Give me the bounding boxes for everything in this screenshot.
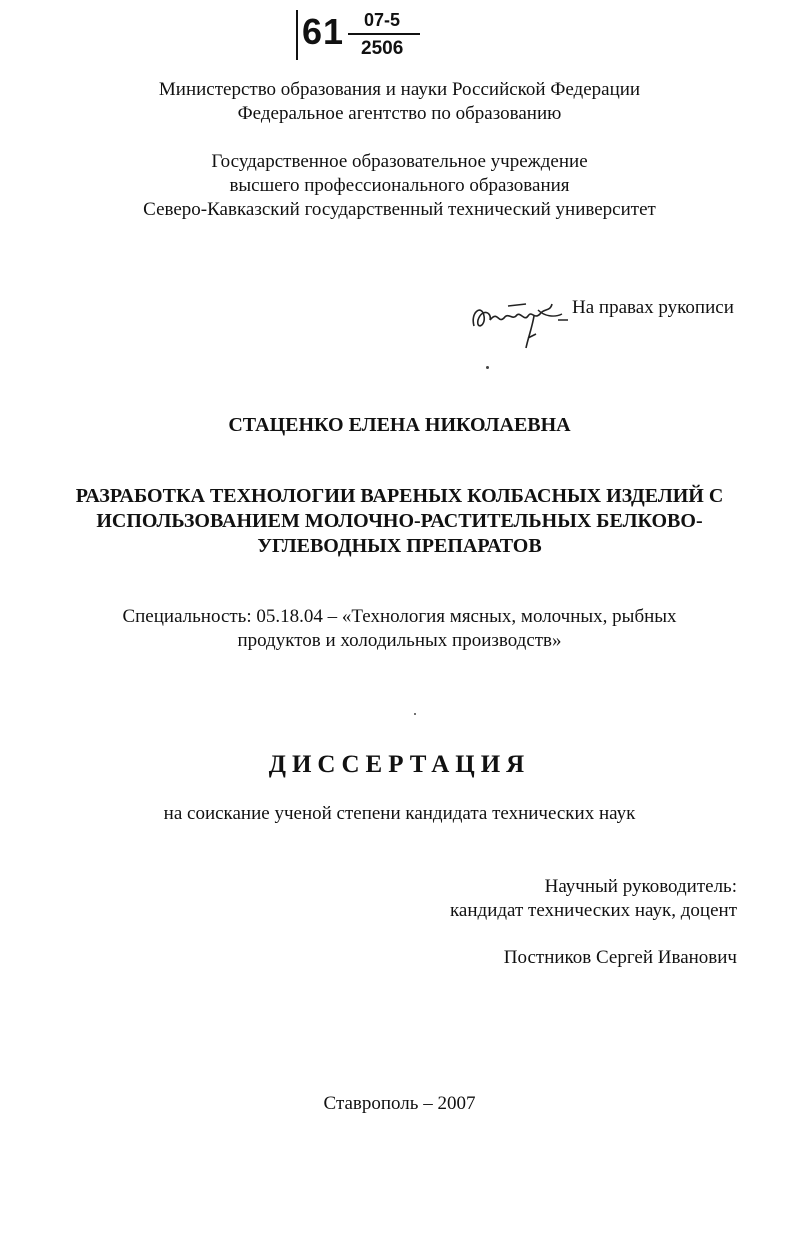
- degree-line: на соискание ученой степени кандидата технических наук: [163, 803, 636, 824]
- supervisor-name: Постников Сергей Иванович: [503, 947, 737, 968]
- stamp-denominator: 2506: [361, 38, 404, 59]
- dissertation-title: [0, 484, 799, 559]
- agency-line: Федеральное агентство по образованию: [237, 103, 562, 124]
- specialty: [0, 605, 799, 653]
- institution-line-2: высшего профессионального образования: [229, 175, 570, 196]
- author-name: СТАЦЕНКО ЕЛЕНА НИКОЛАЕВНА: [228, 414, 571, 436]
- scan-speck: [486, 366, 489, 369]
- ministry-line: Министерство образования и науки Российской Федерации: [158, 79, 641, 100]
- title-line-2: ИСПОЛЬЗОВАНИЕМ МОЛОЧНО-РАСТИТЕЛЬНЫХ БЕЛКОВО-: [96, 510, 703, 532]
- stamp-numerator: 07-5: [364, 10, 401, 30]
- author-signature: [468, 290, 572, 352]
- supervisor-role: Научный руководитель:: [544, 876, 737, 897]
- institution-line-1: Государственное образовательное учреждение: [211, 151, 588, 172]
- manuscript-rights: На правах рукописи: [572, 297, 734, 318]
- institution-line-3: Северо-Кавказский государственный технический университет: [143, 199, 656, 220]
- document-type: ДИССЕРТАЦИЯ: [268, 751, 531, 778]
- place-year: Ставрополь – 2007: [323, 1093, 476, 1114]
- stamp-number: 61: [302, 11, 345, 52]
- stamp-fraction-rule: [348, 33, 420, 35]
- specialty-line-1: Специальность: 05.18.04 – «Технология мясных, молочных, рыбных: [122, 606, 677, 627]
- supervisor-degree: кандидат технических наук, доцент: [449, 900, 737, 921]
- stamp-bar: [296, 10, 298, 60]
- specialty-line-2: продуктов и холодильных производств»: [237, 630, 562, 651]
- title-line-3: УГЛЕВОДНЫХ ПРЕПАРАТОВ: [257, 535, 542, 557]
- title-line-1: РАЗРАБОТКА ТЕХНОЛОГИИ ВАРЕНЫХ КОЛБАСНЫХ ИЗДЕЛИЙ С: [75, 485, 724, 507]
- scan-speck: [414, 713, 416, 715]
